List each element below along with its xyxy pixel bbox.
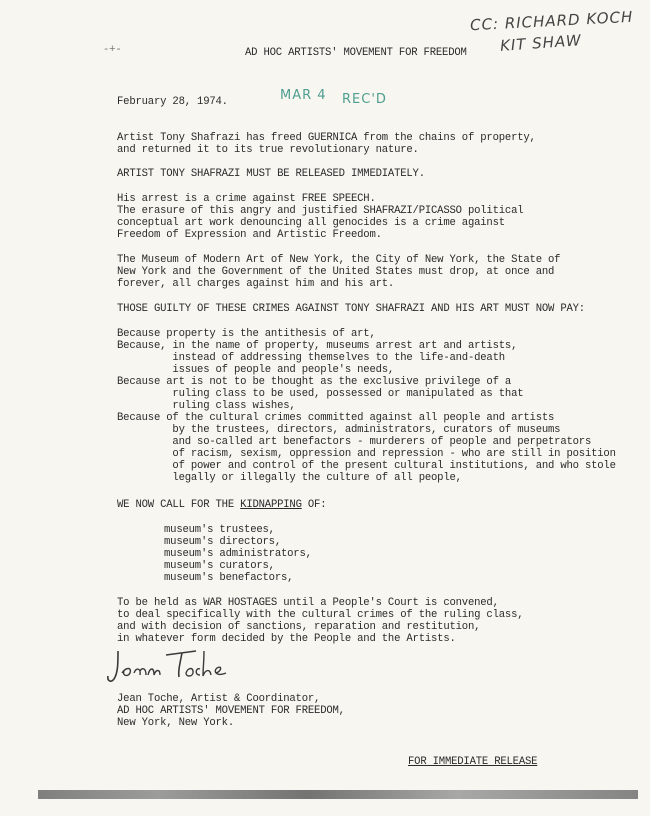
cc-note-line2: KIT SHAW [499, 31, 583, 55]
para2-line: His arrest is a crime against FREE SPEECH. [117, 193, 376, 205]
para4-line: in whatever form decided by the People and the Artists. [117, 633, 456, 645]
received-stamp-label: REC'D [342, 92, 387, 107]
para4-line: to deal specifically with the cultural crimes of the ruling class, [117, 609, 524, 621]
organization-title: AD HOC ARTISTS' MOVEMENT FOR FREEDOM [245, 47, 467, 59]
guilty-heading: THOSE GUILTY OF THESE CRIMES AGAINST TONY SHAFRAZI AND HIS ART MUST NOW PAY: [117, 303, 585, 315]
signature-stroke [196, 669, 200, 675]
because-line: Because property is the antithesis of art, [117, 328, 376, 340]
para4-line: To be held as WAR HOSTAGES until a People's Court is convened, [117, 597, 499, 609]
release-demand: ARTIST TONY SHAFRAZI MUST BE RELEASED IMMEDIATELY. [117, 168, 425, 180]
because-line: Because of the cultural crimes committed against all people and artists [117, 412, 555, 424]
target-item: museum's curators, [164, 560, 275, 572]
handwritten-signature [104, 643, 234, 693]
because-line: of racism, sexism, oppression and repression - who are still in position [117, 448, 616, 460]
para4-line: and with decision of sanctions, reparation and restitution, [117, 621, 481, 633]
signature-stroke [108, 651, 118, 681]
signature-stroke [203, 651, 211, 676]
para2-line: Freedom of Expression and Artistic Freedom. [117, 229, 382, 241]
because-line: by the trustees, directors, administrators, curators of museums [117, 424, 561, 436]
because-line: of power and control of the present cultural institutions, and who stole [117, 460, 616, 472]
because-line: issues of people and people's needs, [117, 364, 395, 376]
para1-line: and returned it to its true revolutionary nature. [117, 144, 419, 156]
para2-line: The erasure of this angry and justified SHAFRAZI/PICASSO political [117, 205, 524, 217]
call-heading [117, 499, 326, 511]
header-mark: -+- [103, 44, 122, 56]
because-line: ruling class to be used, possessed or manipulated as that [117, 388, 524, 400]
received-stamp-date: MAR 4 [280, 88, 327, 103]
para2-line: conceptual art work denouncing all genocides is a crime against [117, 217, 505, 229]
because-line: Because art is not to be thought as the exclusive privilege of a [117, 376, 512, 388]
para3-line: The Museum of Modern Art of New York, the City of New York, the State of [117, 254, 561, 266]
because-line: Because, in the name of property, museums arrest art and artists, [117, 340, 518, 352]
signature-stroke [148, 669, 160, 675]
because-line: instead of addressing themselves to the life-and-death [117, 352, 505, 364]
cc-note-line1: CC: RICHARD KOCH [469, 7, 634, 35]
scan-edge-strip [38, 790, 638, 799]
call-suffix: OF: [301, 499, 327, 511]
signature-stroke [215, 667, 226, 674]
sign-block-line: Jean Toche, Artist & Coordinator, [117, 693, 321, 705]
para1-line: Artist Tony Shafrazi has freed GUERNICA from the chains of property, [117, 132, 536, 144]
call-prefix: WE NOW CALL FOR THE [117, 499, 241, 511]
sign-block-line: AD HOC ARTISTS' MOVEMENT FOR FREEDOM, [117, 705, 345, 717]
release-note: FOR IMMEDIATE RELEASE [408, 756, 538, 768]
target-item: museum's administrators, [164, 548, 312, 560]
para3-line: forever, all charges against him and his art. [117, 278, 395, 290]
target-item: museum's trustees, [164, 524, 275, 536]
para3-line: New York and the Government of the United States must drop, at once and [117, 266, 555, 278]
call-underlined-word: KIDNAPPING [240, 499, 302, 511]
signature-stroke [122, 669, 130, 676]
target-item: museum's directors, [164, 536, 281, 548]
signature-stroke [134, 669, 146, 675]
because-line: and so-called art benefactors - murderers of people and perpetrators [117, 436, 592, 448]
document-date: February 28, 1974. [117, 96, 228, 108]
signature-stroke [186, 669, 193, 677]
because-line: ruling class wishes, [117, 400, 296, 412]
signature-stroke [166, 651, 196, 677]
target-item: museum's benefactors, [164, 572, 294, 584]
sign-block-line: New York, New York. [117, 717, 234, 729]
because-line: legally or illegally the culture of all people, [117, 472, 462, 484]
